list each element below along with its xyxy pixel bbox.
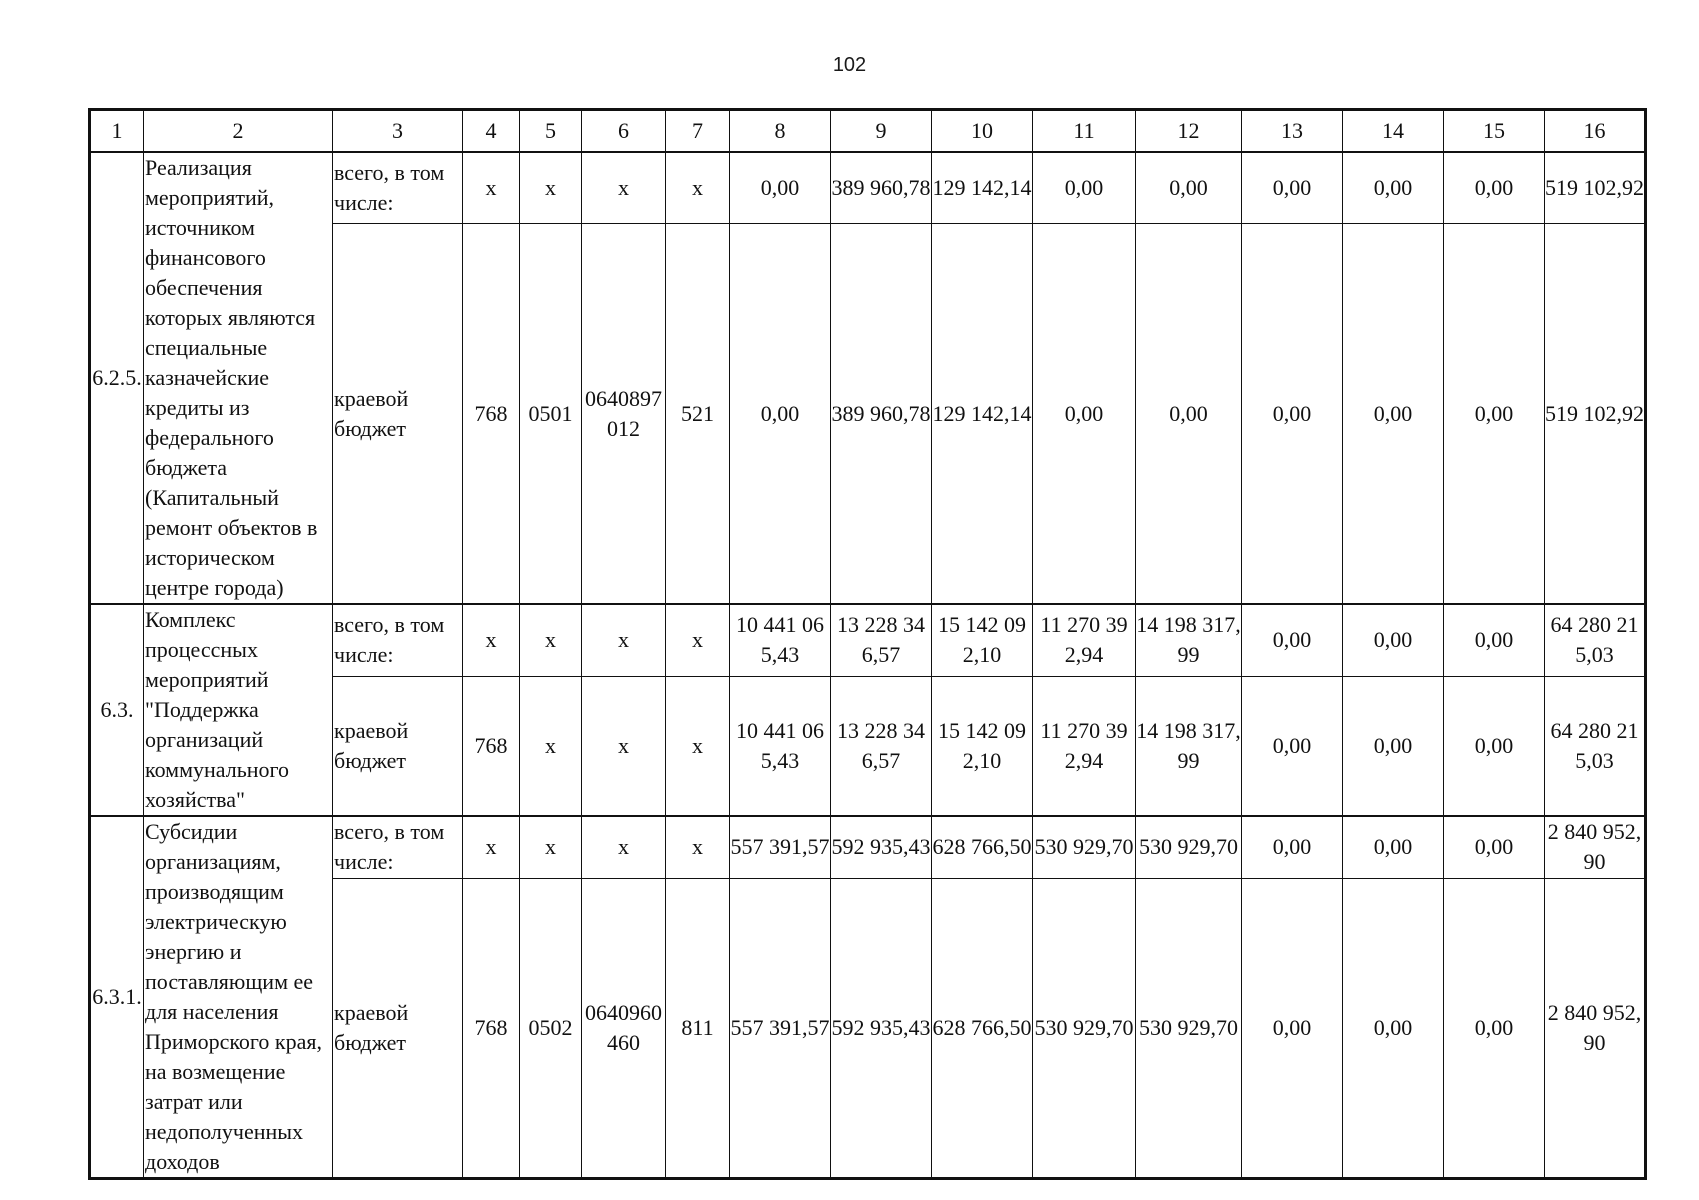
table-row [91, 816, 1645, 878]
cell-c16: 519 102,92 [1545, 224, 1645, 604]
cell-c14: 0,00 [1343, 676, 1444, 816]
item-number: 6.3.1. [91, 816, 144, 1178]
header-row [91, 111, 1645, 153]
cell-c13: 0,00 [1242, 816, 1343, 878]
funding-type: краевой бюджет [333, 878, 463, 1177]
cell-c13: 0,00 [1242, 152, 1343, 224]
col-header: 5 [520, 111, 582, 153]
cell-c10: 15 142 092,10 [932, 604, 1033, 676]
col-header: 13 [1242, 111, 1343, 153]
cell-c7: x [666, 152, 730, 224]
cell-c8: 0,00 [730, 152, 831, 224]
cell-c7: x [666, 816, 730, 878]
cell-c14: 0,00 [1343, 224, 1444, 604]
item-name: Комплекс процессных мероприятий "Поддержка организаций коммунального хозяйства" [144, 604, 333, 816]
cell-c12: 14 198 317,99 [1136, 676, 1242, 816]
cell-c4: x [463, 604, 520, 676]
cell-c10: 15 142 092,10 [932, 676, 1033, 816]
cell-c5: x [520, 604, 582, 676]
col-header: 10 [932, 111, 1033, 153]
budget-table [90, 110, 1645, 1178]
col-header: 8 [730, 111, 831, 153]
cell-c16: 64 280 215,03 [1545, 676, 1645, 816]
funding-type: всего, в том числе: [333, 152, 463, 224]
col-header: 1 [91, 111, 144, 153]
cell-c15: 0,00 [1444, 604, 1545, 676]
cell-c9: 592 935,43 [831, 878, 932, 1177]
cell-c8: 10 441 065,43 [730, 676, 831, 816]
cell-c13: 0,00 [1242, 676, 1343, 816]
col-header: 12 [1136, 111, 1242, 153]
cell-c6: x [582, 676, 666, 816]
table-row [91, 604, 1645, 676]
cell-c11: 11 270 392,94 [1033, 604, 1136, 676]
cell-c15: 0,00 [1444, 878, 1545, 1177]
cell-c10: 628 766,50 [932, 816, 1033, 878]
cell-c9: 13 228 346,57 [831, 604, 932, 676]
cell-c10: 129 142,14 [932, 152, 1033, 224]
cell-c6: x [582, 816, 666, 878]
page-number: 102 [832, 54, 867, 76]
cell-c8: 10 441 065,43 [730, 604, 831, 676]
funding-type: всего, в том числе: [333, 604, 463, 676]
cell-c13: 0,00 [1242, 604, 1343, 676]
col-header: 15 [1444, 111, 1545, 153]
cell-c16: 519 102,92 [1545, 152, 1645, 224]
cell-c4: 768 [463, 878, 520, 1177]
table-row [91, 152, 1645, 224]
col-header: 7 [666, 111, 730, 153]
col-header: 6 [582, 111, 666, 153]
cell-c11: 0,00 [1033, 224, 1136, 604]
cell-c5: x [520, 816, 582, 878]
cell-c6: 0640897012 [582, 224, 666, 604]
item-number: 6.2.5. [91, 152, 144, 604]
cell-c14: 0,00 [1343, 152, 1444, 224]
cell-c10: 129 142,14 [932, 224, 1033, 604]
funding-type: краевой бюджет [333, 676, 463, 816]
col-header: 11 [1033, 111, 1136, 153]
cell-c14: 0,00 [1343, 878, 1444, 1177]
funding-type: краевой бюджет [333, 224, 463, 604]
cell-c10: 628 766,50 [932, 878, 1033, 1177]
cell-c7: x [666, 676, 730, 816]
cell-c12: 0,00 [1136, 152, 1242, 224]
col-header: 9 [831, 111, 932, 153]
cell-c9: 13 228 346,57 [831, 676, 932, 816]
col-header: 16 [1545, 111, 1645, 153]
cell-c8: 0,00 [730, 224, 831, 604]
cell-c13: 0,00 [1242, 878, 1343, 1177]
cell-c11: 530 929,70 [1033, 816, 1136, 878]
cell-c5: x [520, 676, 582, 816]
cell-c7: x [666, 604, 730, 676]
item-name: Реализация мероприятий, источником финансового обеспечения которых являются специальные казначейские кредиты из федерального бюджета (Капитальный ремонт объектов в историческом центре города) [144, 152, 333, 604]
cell-c15: 0,00 [1444, 816, 1545, 878]
cell-c16: 2 840 952,90 [1545, 878, 1645, 1177]
cell-c15: 0,00 [1444, 676, 1545, 816]
cell-c15: 0,00 [1444, 152, 1545, 224]
cell-c8: 557 391,57 [730, 878, 831, 1177]
cell-c5: x [520, 152, 582, 224]
cell-c6: 0640960460 [582, 878, 666, 1177]
cell-c12: 14 198 317,99 [1136, 604, 1242, 676]
cell-c5: 0502 [520, 878, 582, 1177]
col-header: 3 [333, 111, 463, 153]
item-number: 6.3. [91, 604, 144, 816]
cell-c16: 2 840 952,90 [1545, 816, 1645, 878]
col-header: 2 [144, 111, 333, 153]
col-header: 4 [463, 111, 520, 153]
cell-c8: 557 391,57 [730, 816, 831, 878]
cell-c6: x [582, 152, 666, 224]
cell-c12: 0,00 [1136, 224, 1242, 604]
cell-c6: x [582, 604, 666, 676]
col-header: 14 [1343, 111, 1444, 153]
cell-c4: 768 [463, 224, 520, 604]
cell-c16: 64 280 215,03 [1545, 604, 1645, 676]
cell-c14: 0,00 [1343, 604, 1444, 676]
cell-c11: 11 270 392,94 [1033, 676, 1136, 816]
cell-c5: 0501 [520, 224, 582, 604]
cell-c13: 0,00 [1242, 224, 1343, 604]
cell-c7: 811 [666, 878, 730, 1177]
cell-c7: 521 [666, 224, 730, 604]
cell-c12: 530 929,70 [1136, 816, 1242, 878]
cell-c4: 768 [463, 676, 520, 816]
cell-c9: 389 960,78 [831, 152, 932, 224]
cell-c9: 389 960,78 [831, 224, 932, 604]
cell-c11: 0,00 [1033, 152, 1136, 224]
cell-c9: 592 935,43 [831, 816, 932, 878]
funding-type: всего, в том числе: [333, 816, 463, 878]
cell-c4: x [463, 816, 520, 878]
cell-c15: 0,00 [1444, 224, 1545, 604]
cell-c11: 530 929,70 [1033, 878, 1136, 1177]
cell-c14: 0,00 [1343, 816, 1444, 878]
cell-c12: 530 929,70 [1136, 878, 1242, 1177]
cell-c4: x [463, 152, 520, 224]
item-name: Субсидии организациям, производящим электрическую энергию и поставляющим ее для населения Приморского края, на возмещение затрат или недополученных доходов [144, 816, 333, 1178]
